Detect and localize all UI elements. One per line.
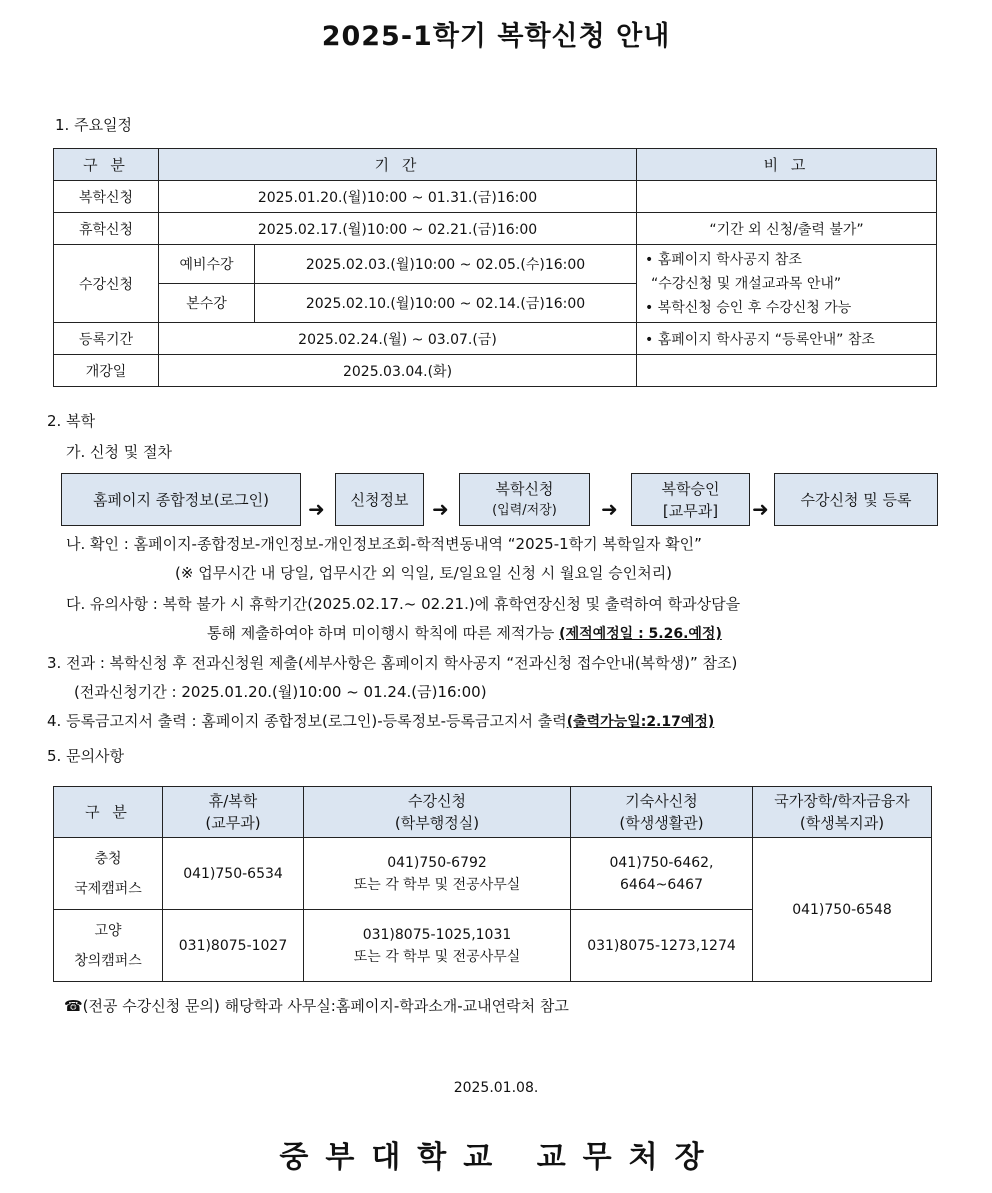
table-row — [54, 245, 937, 284]
table-row — [54, 355, 937, 387]
contact-header-category: 구 분 — [54, 787, 163, 838]
row-period: 2025.01.20.(월)10:00 ~ 01.31.(금)16:00 — [159, 181, 637, 213]
schedule-table — [53, 148, 937, 387]
flow-step-label: 신청정보 — [350, 490, 409, 509]
row-label: 개강일 — [54, 355, 159, 387]
row-label: 등록기간 — [54, 323, 159, 355]
expulsion-date-emphasis: (제적예정일 : 5.26.예정) — [559, 626, 722, 642]
flow-step-label: 복학신청 — [495, 479, 554, 498]
leave-phone: 031)8075-1027 — [163, 910, 304, 982]
department-contact-note: ☎(전공 수강신청 문의) 해당학과 사무실:홈페이지-학과소개-교내연락처 참고 — [64, 997, 569, 1015]
course-phone: 031)8075-1025,1031 또는 각 학부 및 전공사무실 — [304, 910, 571, 982]
row-note: “기간 외 신청/출력 불가” — [637, 213, 937, 245]
flow-step-label: 수강신청 및 등록 — [800, 490, 912, 509]
document-date: 2025.01.08. — [453, 1080, 539, 1096]
schedule-header-row — [54, 149, 937, 181]
section-5-heading: 5. 문의사항 — [47, 747, 125, 765]
arrow-icon: ➜ — [601, 497, 618, 521]
schedule-header-category: 구 분 — [54, 149, 159, 181]
row-label: 수강신청 — [54, 245, 159, 323]
table-row — [54, 323, 937, 355]
flow-step-register — [774, 473, 938, 526]
flow-step-apply — [459, 473, 590, 526]
contact-table — [53, 786, 932, 982]
row-period: 2025.03.04.(화) — [159, 355, 637, 387]
contact-header-dorm: 기숙사신청 (학생생활관) — [571, 787, 753, 838]
row-note — [637, 355, 937, 387]
course-phone: 041)750-6792 또는 각 학부 및 전공사무실 — [304, 838, 571, 910]
transfer-period: (전과신청기간 : 2025.01.20.(월)10:00 ~ 01.24.(금)16:00) — [74, 683, 487, 701]
schedule-header-note: 비 고 — [637, 149, 937, 181]
arrow-icon: ➜ — [308, 497, 325, 521]
note-line: • 복학신청 승인 후 수강신청 가능 — [645, 299, 852, 316]
dorm-phone: 041)750-6462, 6464~6467 — [571, 838, 753, 910]
contact-header-scholarship: 국가장학/학자금융자 (학생복지과) — [753, 787, 932, 838]
row-period: 2025.02.03.(월)10:00 ~ 02.05.(수)16:00 — [255, 245, 637, 284]
row-note: • 홈페이지 학사공지 “등록안내” 참조 — [637, 323, 937, 355]
row-period: 2025.02.10.(월)10:00 ~ 02.14.(금)16:00 — [255, 284, 637, 323]
table-row — [54, 838, 932, 910]
leave-phone: 041)750-6534 — [163, 838, 304, 910]
campus-label: 충청 국제캠퍼스 — [54, 838, 163, 910]
note-line: • 홈페이지 학사공지 참조 — [645, 251, 802, 268]
caution-line-2 — [207, 622, 722, 643]
caution-text: 통해 제출하여야 하며 미이행시 학칙에 따른 제적가능 — [207, 624, 555, 642]
issuer-name: 중부대학교 교무처장 — [279, 1140, 721, 1175]
confirm-note: (※ 업무시간 내 당일, 업무시간 외 익일, 토/일요일 신청 시 월요일 승인처리) — [175, 564, 673, 582]
sub-label: 예비수강 — [159, 245, 255, 284]
arrow-icon: ➜ — [752, 497, 769, 521]
transfer-line: 3. 전과 : 복학신청 후 전과신청원 제출(세부사항은 홈페이지 학사공지 “전과신청 접수안내(복학생)” 참조) — [47, 654, 738, 672]
procedure-heading: 가. 신청 및 절차 — [66, 443, 173, 461]
tuition-line — [47, 710, 714, 731]
row-period: 2025.02.24.(월) ~ 03.07.(금) — [159, 323, 637, 355]
row-note-multiline — [637, 245, 937, 323]
section-1-heading: 1. 주요일정 — [55, 116, 133, 134]
contact-header-leave: 휴/복학 (교무과) — [163, 787, 304, 838]
flow-step-label: 홈페이지 종합정보(로그인) — [93, 490, 269, 509]
caution-line: 다. 유의사항 : 복학 불가 시 휴학기간(2025.02.17.~ 02.21.)에 휴학연장신청 및 출력하여 학과상담을 — [66, 595, 741, 613]
flow-step-info — [335, 473, 424, 526]
flow-step-label: 복학승인 — [661, 479, 720, 498]
flow-step-sublabel: (입력/저장) — [492, 502, 557, 518]
scholarship-phone: 041)750-6548 — [753, 838, 932, 982]
table-row — [54, 213, 937, 245]
arrow-icon: ➜ — [432, 497, 449, 521]
row-label: 복학신청 — [54, 181, 159, 213]
schedule-header-period: 기 간 — [159, 149, 637, 181]
sub-label: 본수강 — [159, 284, 255, 323]
contact-header-course: 수강신청 (학부행정실) — [304, 787, 571, 838]
flow-step-login — [61, 473, 301, 526]
note-line: “수강신청 및 개설교과목 안내” — [651, 275, 842, 292]
section-2-heading: 2. 복학 — [47, 412, 96, 430]
row-note — [637, 181, 937, 213]
page-title: 2025-1학기 복학신청 안내 — [321, 21, 671, 52]
dorm-phone: 031)8075-1273,1274 — [571, 910, 753, 982]
flow-step-approve — [631, 473, 750, 526]
contact-header-row — [54, 787, 932, 838]
campus-label: 고양 창의캠퍼스 — [54, 910, 163, 982]
confirm-line: 나. 확인 : 홈페이지-종합정보-개인정보-개인정보조회-학적변동내역 “2025-1학기 복학일자 확인” — [66, 535, 702, 553]
flow-step-sublabel: [교무과] — [662, 501, 719, 520]
tuition-emphasis: (출력가능일:2.17예정) — [566, 714, 715, 730]
tuition-text: 4. 등록금고지서 출력 : 홈페이지 종합정보(로그인)-등록정보-등록금고지서 출력 — [47, 712, 567, 730]
row-label: 휴학신청 — [54, 213, 159, 245]
row-period: 2025.02.17.(월)10:00 ~ 02.21.(금)16:00 — [159, 213, 637, 245]
table-row — [54, 181, 937, 213]
